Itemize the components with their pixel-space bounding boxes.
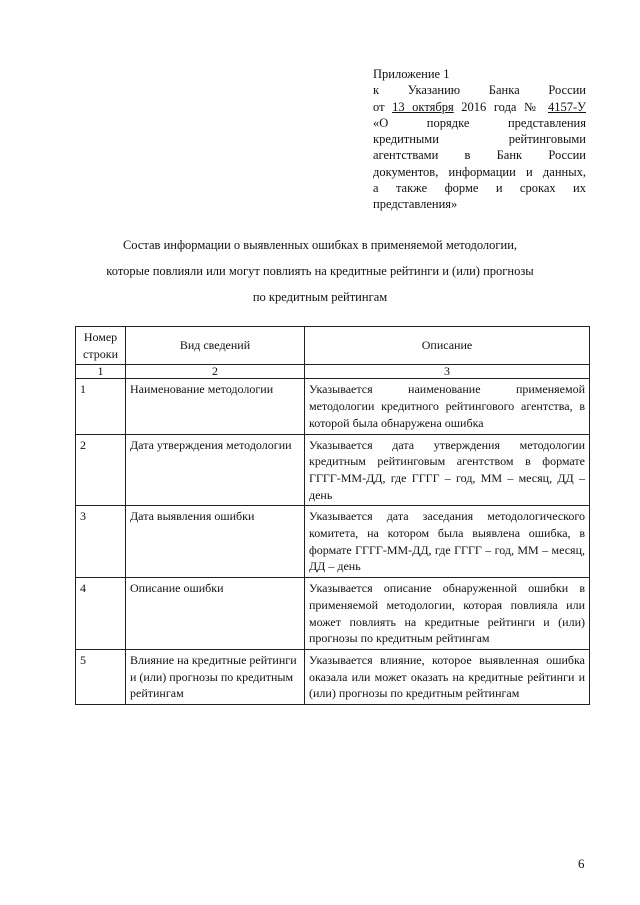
row-number: 3 xyxy=(76,506,126,578)
table-row xyxy=(76,578,590,650)
appendix-date: 13 октября xyxy=(392,99,454,114)
appendix-subject-line-3: агентствами в Банк России xyxy=(373,148,586,163)
appendix-date-prefix: от xyxy=(373,99,393,114)
appendix-date-line xyxy=(373,99,586,115)
header-description: Описание xyxy=(305,327,590,365)
row-number: 5 xyxy=(76,649,126,704)
table-row xyxy=(76,506,590,578)
row-description: Указывается дата заседания методологического комитета, на котором была выявлена ошибка, в формате ГГГГ-ММ-ДД, где ГГГГ – год, ММ – месяц, ДД – день xyxy=(305,506,590,578)
column-number-2: 2 xyxy=(126,365,305,379)
row-number: 4 xyxy=(76,578,126,650)
row-number: 1 xyxy=(76,379,126,434)
row-number: 2 xyxy=(76,434,126,506)
document-title-line-2: которые повлияли или могут повлиять на кредитные рейтинги и (или) прогнозы xyxy=(106,264,534,278)
table-header-row xyxy=(76,327,590,365)
appendix-reference: к Указанию Банка России xyxy=(373,83,586,98)
column-number-3: 3 xyxy=(305,365,590,379)
table-row xyxy=(76,649,590,704)
page-number: 6 xyxy=(578,856,585,871)
row-info-type: Влияние на кредитные рейтинги и (или) прогнозы по кредитным рейтингам xyxy=(126,649,305,704)
row-description: Указывается дата утверждения методологии кредитным рейтинговым агентством в формате ГГГГ-ММ-ДД, где ГГГГ – год, ММ – месяц, ДД – день xyxy=(305,434,590,506)
row-info-type: Дата утверждения методологии xyxy=(126,434,305,506)
column-number-1: 1 xyxy=(76,365,126,379)
row-description: Указывается влияние, которое выявленная ошибка оказала или может оказать на кредитные рейтинги и (или) прогнозы по кредитным рейтингам xyxy=(305,649,590,704)
appendix-header xyxy=(373,66,586,213)
appendix-subject-line-4: документов, информации и данных, xyxy=(373,164,586,179)
appendix-subject-line-2: кредитными рейтинговыми xyxy=(373,132,586,147)
document-title-line-3: по кредитным рейтингам xyxy=(252,290,388,304)
appendix-date-middle: 2016 года № xyxy=(453,99,548,114)
appendix-subject-line-1: «О порядке представления xyxy=(373,115,586,130)
table-row xyxy=(76,379,590,434)
appendix-number: 4157-У xyxy=(547,99,586,114)
document-title-line-1: Состав информации о выявленных ошибках в применяемой методологии, xyxy=(122,238,518,252)
appendix-title: Приложение 1 xyxy=(373,67,450,81)
row-description: Указывается описание обнаруженной ошибки в применяемой методологии, которая повлияла или может повлиять на кредитные рейтинги и (или) прогнозы по кредитным рейтингам xyxy=(305,578,590,650)
header-info-type: Вид сведений xyxy=(126,327,305,365)
row-description: Указывается наименование применяемой методологии кредитного рейтингового агентства, в которой была обнаружена ошибка xyxy=(305,379,590,434)
info-table xyxy=(75,326,590,705)
table-row xyxy=(76,434,590,506)
appendix-subject-line-5: а также форме и сроках их xyxy=(373,181,586,196)
row-info-type: Описание ошибки xyxy=(126,578,305,650)
row-info-type: Дата выявления ошибки xyxy=(126,506,305,578)
column-numbers-row xyxy=(76,365,590,379)
appendix-subject-line-6: представления» xyxy=(373,197,458,212)
row-info-type: Наименование методологии xyxy=(126,379,305,434)
header-row-number: Номер строки xyxy=(76,327,126,365)
